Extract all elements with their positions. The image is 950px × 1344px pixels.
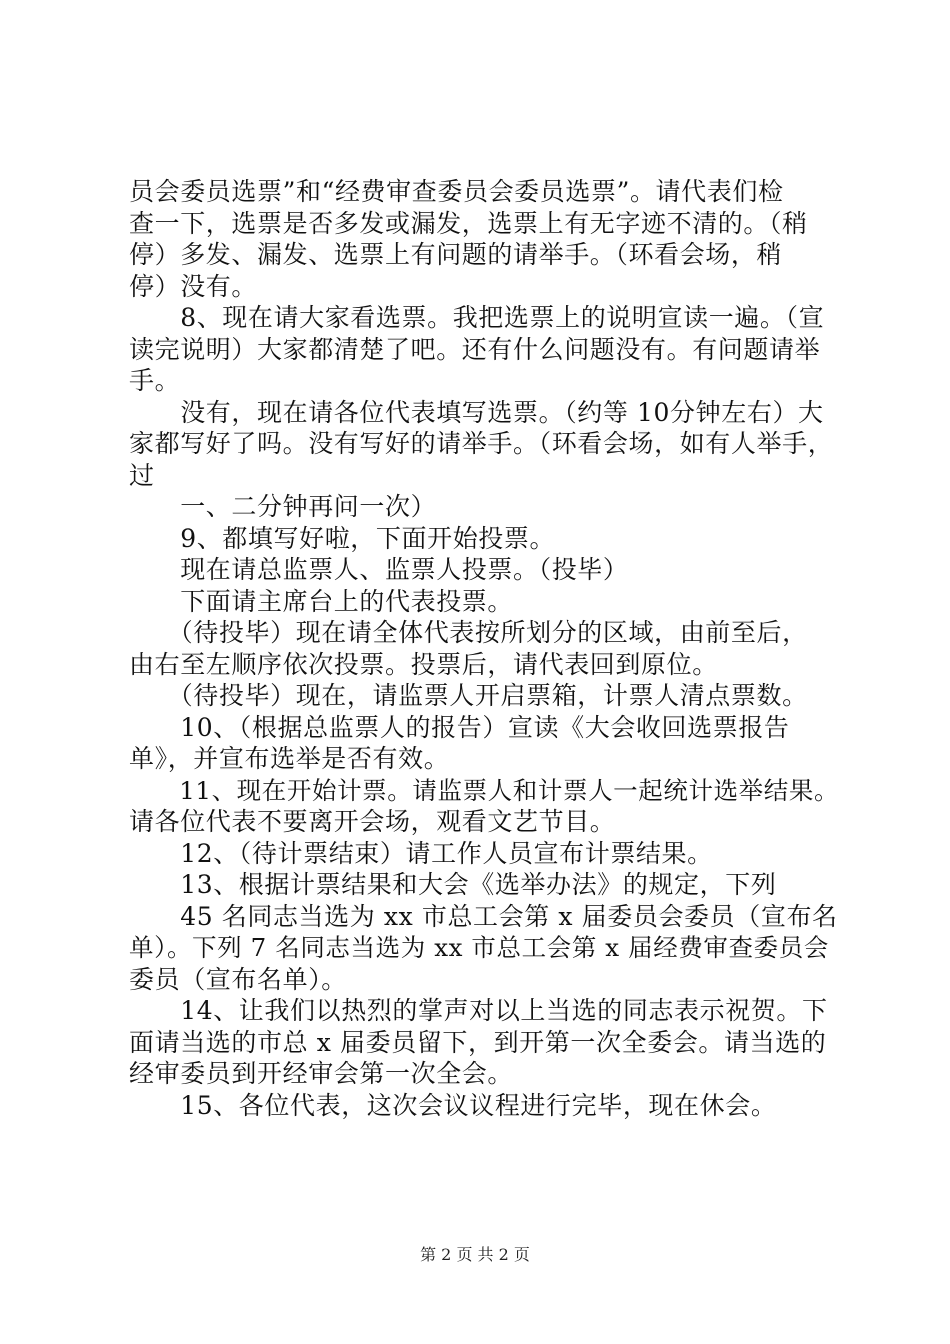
text-line: 员会委员选票”和“经费审查委员会委员选票”。请代表们检 xyxy=(129,177,784,206)
text-line: 没有，现在请各位代表填写选票。（约等 10分钟左右）大 xyxy=(129,397,824,427)
text-line: 14、让我们以热烈的掌声对以上当选的同志表示祝贺。下 xyxy=(129,996,828,1025)
text-line: 一、二分钟再问一次） xyxy=(129,492,437,521)
text-line: （待投毕）现在，请监票人开启票箱，计票人清点票数。 xyxy=(129,681,808,710)
text-line: 单）。下列 7 名同志当选为 xx 市总工会第 x 届经费审查委员会 xyxy=(129,933,829,962)
text-line: 由右至左顺序依次投票。投票后，请代表回到原位。 xyxy=(129,649,718,679)
text-line: 15、各位代表，这次会议议程进行完毕，现在休会。 xyxy=(129,1090,777,1120)
text-line: 经审委员到开经审会第一次全会。 xyxy=(129,1059,514,1088)
text-line: 9、都填写好啦，下面开始投票。 xyxy=(129,523,556,553)
text-line: 45 名同志当选为 xx 市总工会第 x 届委员会委员（宣布名 xyxy=(129,901,838,931)
text-line: 手。 xyxy=(129,366,181,395)
text-line: 查一下，选票是否多发或漏发，选票上有无字迹不清的。（稍 xyxy=(129,208,808,238)
text-line: 13、根据计票结果和大会《选举办法》的规定，下列 xyxy=(129,870,777,899)
text-line: 读完说明）大家都清楚了吧。还有什么问题没有。有问题请举 xyxy=(129,334,821,364)
text-line: 家都写好了吗。没有写好的请举手。（环看会场，如有人举手， xyxy=(129,429,834,458)
text-line: 下面请主席台上的代表投票。 xyxy=(129,586,514,616)
text-line: 面请当选的市总 x 届委员留下，到开第一次全委会。请当选的 xyxy=(129,1027,827,1057)
text-line: 现在请总监票人、监票人投票。（投毕） xyxy=(129,555,629,584)
text-line: （待投毕）现在请全体代表按所划分的区域，由前至后， xyxy=(129,618,808,647)
text-line: 停）没有。 xyxy=(129,271,258,301)
text-line: 11、现在开始计票。请监票人和计票人一起统计选举结果。 xyxy=(129,775,840,805)
text-line: 8、现在请大家看选票。我把选票上的说明宣读一遍。（宣 xyxy=(129,303,825,332)
text-line: 请各位代表不要离开会场，观看文艺节目。 xyxy=(129,807,616,836)
page-footer: 第 2 页 共 2 页 xyxy=(420,1245,530,1264)
text-line: 停）多发、漏发、选票上有问题的请举手。（环看会场，稍 xyxy=(129,240,783,269)
text-line: 委员（宣布名单）。 xyxy=(129,964,347,994)
text-line: 10、（根据总监票人的报告）宣读《大会收回选票报告 xyxy=(129,712,790,742)
text-line: 过 xyxy=(129,460,155,490)
document-body xyxy=(129,176,841,1121)
text-line: 12、（待计票结束）请工作人员宣布计票结果。 xyxy=(129,838,713,868)
text-line: 单》，并宣布选举是否有效。 xyxy=(129,744,450,773)
